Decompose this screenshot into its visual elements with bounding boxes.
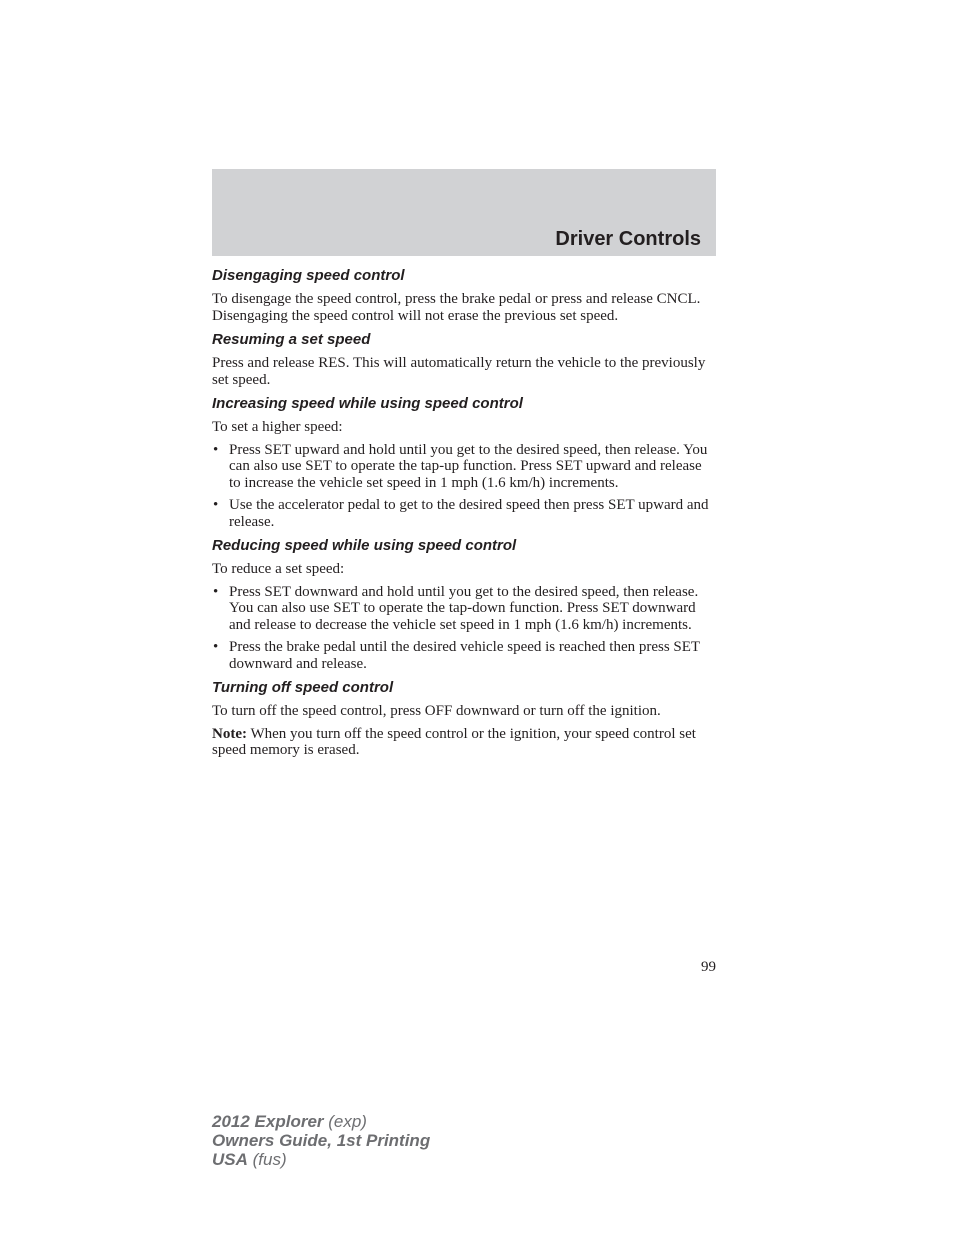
footer-line-2 [212, 1131, 430, 1150]
footer-market: USA [212, 1150, 248, 1169]
footer-line-3 [212, 1150, 430, 1169]
bullet-icon: • [213, 639, 219, 655]
footer-model: 2012 Explorer [212, 1112, 324, 1131]
bullet-icon: • [213, 497, 219, 513]
list-item-text: Press the brake pedal until the desired vehicle speed is reached then press SET downward and release. [229, 639, 700, 672]
paragraph: To disengage the speed control, press the brake pedal or press and release CNCL. Disengaging the speed control will not erase the previous set speed. [212, 291, 701, 324]
page-content [212, 266, 716, 765]
footer-edition-info [212, 1112, 430, 1169]
list-item-text: Press SET downward and hold until you get to the desired speed, then release. You can also use SET to operate the tap-down function. Press SET downward and release to decrease the vehicle set speed in 1 mph (1.6 km/h) increments. [229, 583, 699, 633]
section-title: Driver Controls [555, 228, 701, 250]
section-turning-off [212, 678, 716, 759]
list-item [212, 497, 716, 530]
section-increasing [212, 394, 716, 530]
intro-text: To reduce a set speed: [212, 561, 345, 577]
section-heading: Reducing speed while using speed control [212, 537, 517, 554]
section-header-band [212, 169, 716, 256]
list-item [212, 584, 716, 634]
list-item-text: Use the accelerator pedal to get to the desired speed then press SET upward and release. [229, 497, 709, 530]
footer-line-1 [212, 1112, 430, 1131]
bullet-list [212, 442, 716, 531]
footer-model-code: (exp) [323, 1112, 367, 1131]
paragraph: Press and release RES. This will automatically return the vehicle to the previously set speed. [212, 355, 706, 388]
bullet-icon: • [213, 583, 219, 600]
section-resuming [212, 330, 716, 388]
page-number: 99 [701, 959, 716, 975]
section-disengaging [212, 266, 716, 324]
list-item [212, 639, 716, 672]
note-paragraph [212, 726, 716, 759]
section-heading: Resuming a set speed [212, 331, 371, 348]
list-item-text: Press SET upward and hold until you get to the desired speed, then release. You can also use SET to operate the tap-up function. Press SET upward and release to increase the vehicle set speed in 1 mph (1.6 km/h) increments. [229, 441, 708, 491]
section-heading: Turning off speed control [212, 679, 394, 696]
note-text: When you turn off the speed control or the ignition, your speed control set speed memory is erased. [212, 725, 696, 758]
bullet-icon: • [213, 441, 219, 458]
paragraph: To turn off the speed control, press OFF downward or turn off the ignition. [212, 703, 661, 719]
footer-market-code: (fus) [247, 1150, 287, 1169]
section-heading: Increasing speed while using speed control [212, 395, 523, 412]
intro-text: To set a higher speed: [212, 419, 343, 435]
section-heading: Disengaging speed control [212, 267, 405, 284]
list-item [212, 442, 716, 492]
bullet-list [212, 584, 716, 673]
section-reducing [212, 536, 716, 672]
footer-printing: Owners Guide, 1st Printing [212, 1131, 431, 1150]
note-label: Note: [212, 725, 247, 742]
